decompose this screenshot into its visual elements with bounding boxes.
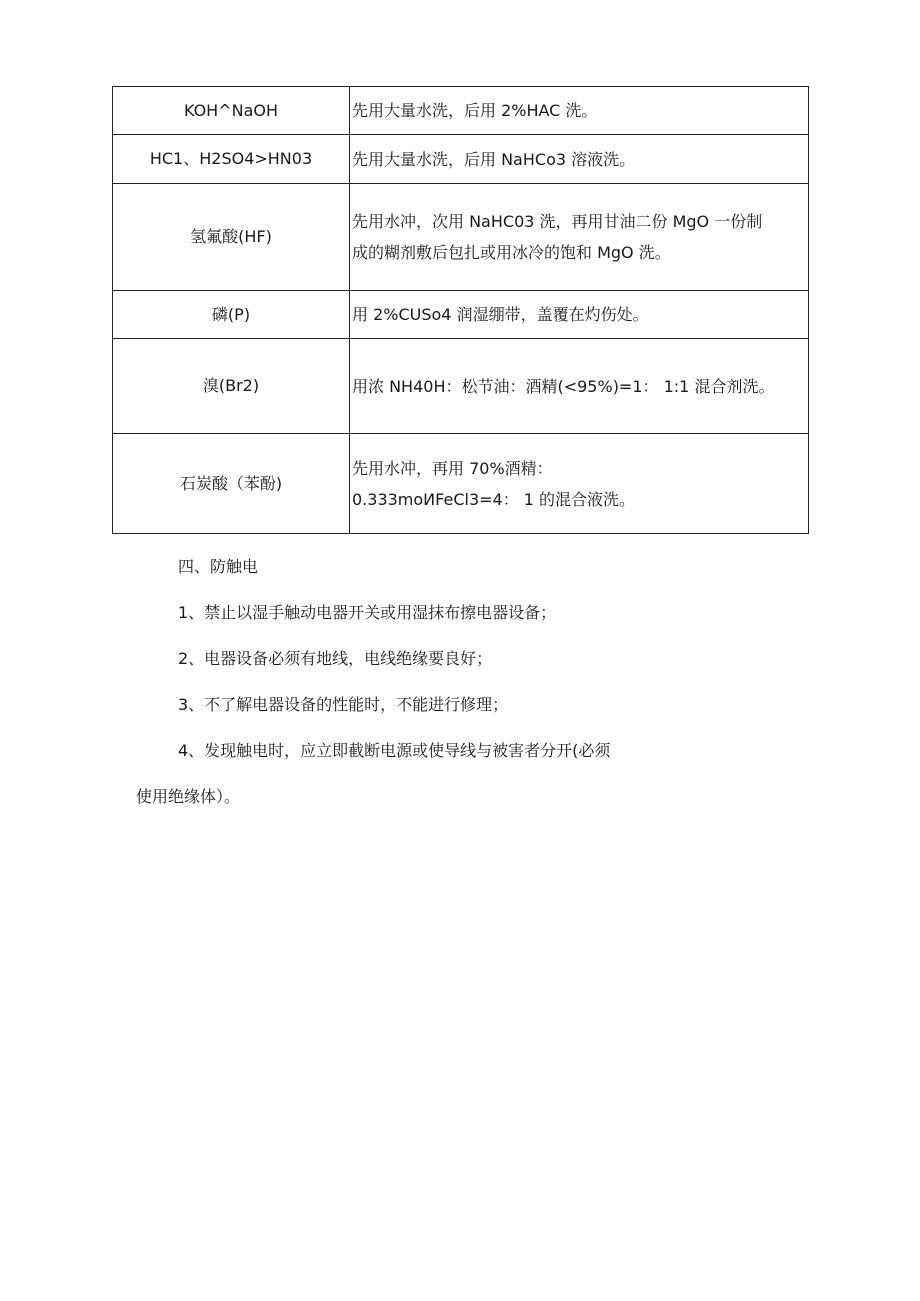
substance-cell: 氢氟酸(HF) bbox=[113, 184, 350, 291]
treatment-cell bbox=[350, 184, 809, 291]
list-item-continuation: 使用绝缘体）。 bbox=[136, 787, 241, 806]
list-item: 1、禁止以湿手触动电器开关或用湿抹布擦电器设备； bbox=[178, 603, 557, 622]
chemical-burn-treatment-table bbox=[112, 86, 809, 534]
substance-cell: 磷(P) bbox=[113, 291, 350, 339]
treatment-line: 成的糊剂敷后包扎或用冰冷的饱和 MgO 洗。 bbox=[352, 243, 671, 262]
treatment-cell bbox=[350, 87, 809, 135]
table-row bbox=[113, 291, 809, 339]
list-item: 3、不了解电器设备的性能时，不能进行修理； bbox=[178, 695, 509, 714]
treatment-cell bbox=[350, 135, 809, 184]
section-heading: 四、防触电 bbox=[178, 557, 259, 576]
list-item: 2、电器设备必须有地线，电线绝缘要良好； bbox=[178, 649, 493, 668]
treatment-cell bbox=[350, 339, 809, 434]
table-row bbox=[113, 135, 809, 184]
table-row bbox=[113, 434, 809, 534]
substance-cell: KOH^NaOH bbox=[113, 87, 350, 135]
substance-cell: 石炭酸（苯酚) bbox=[113, 434, 350, 534]
treatment-line: 先用水冲，次用 NaHC03 洗，再用甘油二份 MgO 一份制 bbox=[352, 212, 763, 231]
substance-cell: 溴(Br2) bbox=[113, 339, 350, 434]
treatment-cell bbox=[350, 434, 809, 534]
treatment-cell bbox=[350, 291, 809, 339]
treatment-line: 用浓 NH40H：松节油：酒精(<95%)=1： 1:1 混合剂洗。 bbox=[352, 376, 775, 396]
treatment-line: 先用大量水洗，后用 2%HAC 洗。 bbox=[352, 101, 598, 120]
table-row bbox=[113, 87, 809, 135]
treatment-line: 0.333moИFeCl3=4： 1 的混合液洗。 bbox=[352, 489, 636, 509]
table-row bbox=[113, 184, 809, 291]
list-item: 4、发现触电时，应立即截断电源或使导线与被害者分开(必须 bbox=[178, 741, 611, 760]
treatment-line: 用 2%CUSo4 润湿绷带，盖覆在灼伤处。 bbox=[352, 305, 649, 324]
substance-cell: HC1、H2SO4>HN03 bbox=[113, 135, 350, 184]
table-row bbox=[113, 339, 809, 434]
treatment-line: 先用水冲，再用 70%酒精： bbox=[352, 458, 553, 478]
treatment-line: 先用大量水洗，后用 NaHCo3 溶液洗。 bbox=[352, 149, 636, 169]
